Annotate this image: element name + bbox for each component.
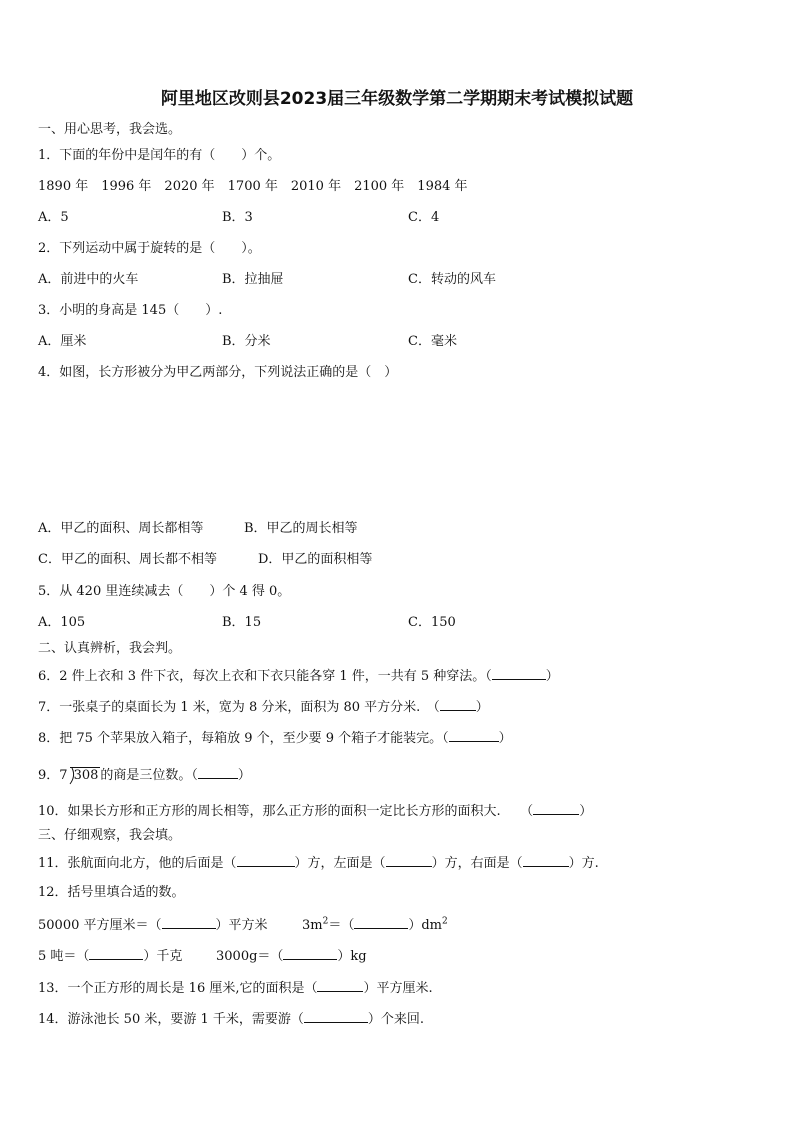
q10-answer-blank[interactable] <box>533 802 579 815</box>
q12-r1-sup: 2 <box>322 916 329 927</box>
q12-r1-blank-2[interactable] <box>354 916 408 929</box>
q12-r2-blank-2[interactable] <box>283 947 337 960</box>
q9-dividend: 308 <box>70 767 101 784</box>
q8-line <box>38 729 512 747</box>
q12-r1-label: 50000 平方厘米＝（ <box>38 918 162 933</box>
q12-row2-right <box>216 947 367 965</box>
q5-option-b: B．15 <box>222 615 262 630</box>
q12-stem: 12．括号里填合适的数。 <box>38 885 185 900</box>
q10-close: ） <box>579 804 593 819</box>
q12-r1-sup-2: 2 <box>442 916 448 927</box>
q5-option-a: A．105 <box>38 615 86 630</box>
q2-option-c: C．转动的风车 <box>408 272 496 287</box>
q9-answer-blank[interactable] <box>198 766 238 779</box>
q7-answer-blank[interactable] <box>440 698 476 711</box>
page-title: 阿里地区改则县2023届三年级数学第二学期期末考试模拟试题 <box>160 89 634 109</box>
q12-r1-unit: ）平方米 <box>215 918 268 933</box>
q6-line <box>38 667 559 685</box>
section-2-heading: 二、认真辨析，我会判。 <box>38 641 182 656</box>
q1-years: 1890 年 1996 年 2020 年 1700 年 2010 年 2100 年 1984 年 <box>38 179 468 194</box>
q11-part-1: 11．张航面向北方，他的后面是（ <box>38 856 237 871</box>
q1-option-b: B．3 <box>222 210 253 225</box>
q12-r2-label-2: 3000g＝（ <box>216 949 284 964</box>
q4-option-b: B．甲乙的周长相等 <box>244 521 358 536</box>
q4-option-c: C．甲乙的面积、周长都不相等 <box>38 552 217 567</box>
q2-option-a: A．前进中的火车 <box>38 272 139 287</box>
q1-option-c: C．4 <box>408 210 440 225</box>
q11-part-3: ）方，右面是（ <box>431 856 523 871</box>
q1-option-a: A．5 <box>38 210 69 225</box>
q12-r1-eq: ＝（ <box>328 918 355 933</box>
q3-option-a: A．厘米 <box>38 334 87 349</box>
q11-answer-blank-2[interactable] <box>386 854 432 867</box>
q9-text: 的商是三位数。（ <box>100 768 198 783</box>
q6-answer-blank[interactable] <box>492 667 546 680</box>
q4-stem: 4．如图，长方形被分为甲乙两部分，下列说法正确的是（ ） <box>38 365 398 380</box>
q7-line <box>38 698 489 716</box>
q8-close: ） <box>498 731 512 746</box>
section-3-heading: 三、仔细观察，我会填。 <box>38 828 182 843</box>
q4-option-d: D．甲乙的面积相等 <box>258 552 373 567</box>
q12-row2-left <box>38 947 182 965</box>
q13-text: 13．一个正方形的周长是 16 厘米,它的面积是（ <box>38 981 318 996</box>
q14-text: 14．游泳池长 50 米，要游 1 千米，需要游（ <box>38 1012 304 1027</box>
q6-close: ） <box>545 669 559 684</box>
q12-r1-unit-2: ）dm <box>408 918 443 933</box>
q13-unit: ）平方厘米. <box>363 981 433 996</box>
q7-close: ） <box>475 700 489 715</box>
q12-r2-blank[interactable] <box>89 947 143 960</box>
q12-row1-left <box>38 916 268 934</box>
q12-r1-value: 3m <box>302 918 323 933</box>
q12-r2-label: 5 吨＝（ <box>38 949 90 964</box>
q11-part-2: ）方，左面是（ <box>294 856 386 871</box>
q8-text: 8．把 75 个苹果放入箱子，每箱放 9 个，至少要 9 个箱子才能装完。（ <box>38 731 449 746</box>
q5-stem: 5．从 420 里连续减去（ ）个 4 得 0。 <box>38 584 291 599</box>
q2-option-b: B．拉抽屉 <box>222 272 284 287</box>
q11-line <box>38 854 599 872</box>
q2-stem: 2．下列运动中属于旋转的是（ ）。 <box>38 241 261 256</box>
q10-line <box>38 802 592 820</box>
q12-row1-right <box>302 916 448 934</box>
q11-answer-blank-3[interactable] <box>523 854 569 867</box>
q3-option-b: B．分米 <box>222 334 271 349</box>
q12-r2-unit: ）千克 <box>143 949 183 964</box>
q9-line <box>38 766 251 784</box>
q12-r1-blank[interactable] <box>162 916 216 929</box>
q14-answer-blank[interactable] <box>304 1010 368 1023</box>
q9-prefix: 9． <box>38 768 60 783</box>
q7-text: 7．一张桌子的桌面长为 1 米，宽为 8 分米，面积为 80 平方分米. （ <box>38 700 440 715</box>
q10-text: 10．如果长方形和正方形的周长相等，那么正方形的面积一定比长方形的面积大. （ <box>38 804 534 819</box>
q14-unit: ）个来回. <box>367 1012 425 1027</box>
q4-option-a: A．甲乙的面积、周长都相等 <box>38 521 204 536</box>
q13-answer-blank[interactable] <box>317 979 363 992</box>
q9-divisor: 7 <box>59 768 68 783</box>
q3-option-c: C．毫米 <box>408 334 457 349</box>
q9-long-division <box>59 767 100 784</box>
section-1-heading: 一、用心思考，我会选。 <box>38 122 182 137</box>
q8-answer-blank[interactable] <box>449 729 499 742</box>
q13-line <box>38 979 433 997</box>
q11-part-4: ）方. <box>568 856 599 871</box>
q1-stem: 1．下面的年份中是闰年的有（ ）个。 <box>38 148 281 163</box>
q6-text: 6．2 件上衣和 3 件下衣，每次上衣和下衣只能各穿 1 件，一共有 5 种穿法。（ <box>38 669 492 684</box>
q12-r2-unit-2: ）kg <box>337 949 367 964</box>
q14-line <box>38 1010 424 1028</box>
q9-division-bracket <box>69 767 77 785</box>
q11-answer-blank-1[interactable] <box>237 854 295 867</box>
q5-option-c: C．150 <box>408 615 456 630</box>
q9-close: ） <box>237 768 251 783</box>
q3-stem: 3．小明的身高是 145（ ）. <box>38 303 223 318</box>
